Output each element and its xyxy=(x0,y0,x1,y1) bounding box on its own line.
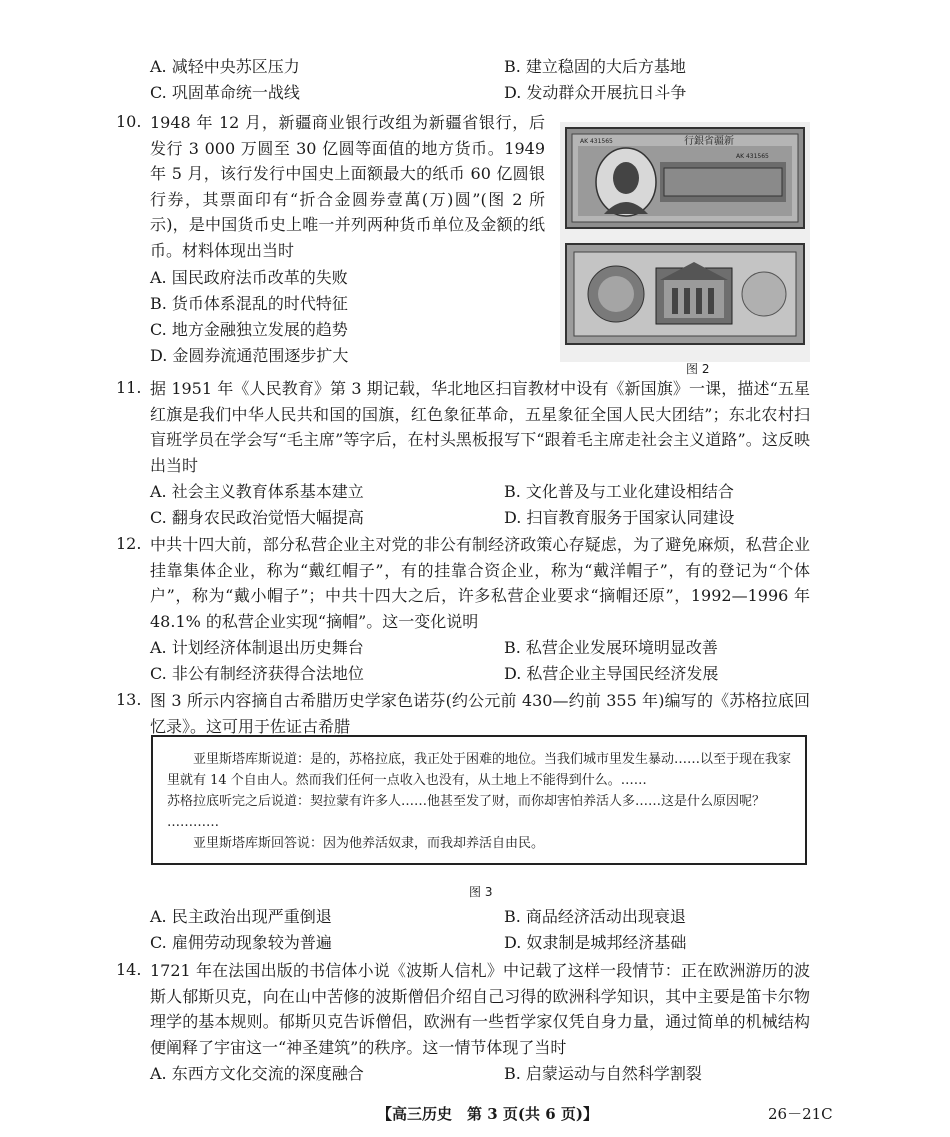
quote-socrates: 苏格拉底听完之后说道：契拉蒙有许多人……他甚至发了财，而你却害怕养活人多……这是什么原因呢？ xyxy=(167,794,766,809)
figure-2-label: 图 2 xyxy=(686,362,710,376)
banknote-serial-right: AK 431565 xyxy=(736,153,769,160)
q10-option-c: C. 地方金融独立发展的趋势 xyxy=(150,320,348,339)
quote-aristarchus: 亚里斯塔库斯说道：是的，苏格拉底，我正处于困难的地位。当我们城市里发生暴动……以至于现在我家里就有 14 个自由人。然而我们任何一点收入也没有，从土地上不能得到什么。…… xyxy=(167,752,792,788)
q12-stem: 中共十四大前，部分私营企业主对党的非公有制经济政策心存疑虑，为了避免麻烦，私营企业挂靠集体企业，称为“戴红帽子”，有的挂靠合资企业，称为“戴洋帽子”，有的登记为“个体户”，称为“戴小帽子”；中共十四大之后，许多私营企业要求“摘帽还原”，1992—1996 年 48.1% 的私营企业实现“摘帽”。这一变化说明 xyxy=(150,535,810,631)
q13-option-b: B. 商品经济活动出现衰退 xyxy=(504,907,686,926)
q10-option-a: A. 国民政府法币改革的失败 xyxy=(150,268,348,287)
banknote-back xyxy=(566,244,804,344)
q11-number: 11. xyxy=(116,378,142,397)
q14-option-a: A. 东西方文化交流的深度融合 xyxy=(150,1064,364,1083)
q11-stem: 据 1951 年《人民教育》第 3 期记载，华北地区扫盲教材中设有《新国旗》一课，描述“五星红旗是我们中华人民共和国的国旗，红色象征革命，五星象征全国人民大团结”；东北农村扫盲班学员在学会写“毛主席”等字后，在村头黑板报写下“跟着毛主席走社会主义道路”。这反映出当时 xyxy=(150,379,810,475)
q9-option-c: C. 巩固革命统一战线 xyxy=(150,83,300,102)
q11-option-d: D. 扫盲教育服务于国家认同建设 xyxy=(504,508,735,527)
q9-option-b: B. 建立稳固的大后方基地 xyxy=(504,57,686,76)
banknote-front xyxy=(566,128,804,228)
figure-3-quote-box xyxy=(151,735,807,865)
q13-option-a: A. 民主政治出现严重倒退 xyxy=(150,907,332,926)
q10-option-d: D. 金圆券流通范围逐步扩大 xyxy=(150,346,349,365)
q13-stem: 图 3 所示内容摘自古希腊历史学家色诺芬(约公元前 430—约前 355 年)编写的《苏格拉底回忆录》。这可用于佐证古希腊 xyxy=(150,691,810,736)
q10-stem: 1948 年 12 月，新疆商业银行改组为新疆省银行，后发行 3 000 万圆至 30 亿圆等面值的地方货币。1949 年 5 月，该行发行中国史上面额最大的纸币 60 亿圆银行券，其票面印有“折合金圆券壹萬(万)圆”(图 2 所示)，是中国货币史上唯一并列两种货币单位及金额的纸币。材料体现出当时 xyxy=(150,113,545,260)
quote-ellipsis: ………… xyxy=(167,815,219,830)
q10-option-b: B. 货币体系混乱的时代特征 xyxy=(150,294,348,313)
q10-number: 10. xyxy=(116,112,142,131)
paper-code: 26－21C xyxy=(768,1105,833,1123)
figure-2-banknotes xyxy=(560,122,810,362)
banknote-serial-left: AK 431565 xyxy=(580,138,613,145)
q12-option-c: C. 非公有制经济获得合法地位 xyxy=(150,664,364,683)
q13-option-c: C. 雇佣劳动现象较为普遍 xyxy=(150,933,332,952)
q14-stem: 1721 年在法国出版的书信体小说《波斯人信札》中记载了这样一段情节：正在欧洲游历的波斯人郁斯贝克，向在山中苦修的波斯僧侣介绍自己习得的欧洲科学知识，其中主要是笛卡尔物理学的基本规则。郁斯贝克告诉僧侣，欧洲有一些哲学家仅凭自身力量，通过简单的机械结构便阐释了宇宙这一“神圣建筑”的秩序。这一情节体现了当时 xyxy=(150,961,810,1057)
q14-option-b: B. 启蒙运动与自然科学割裂 xyxy=(504,1064,702,1083)
q11-option-b: B. 文化普及与工业化建设相结合 xyxy=(504,482,734,501)
figure-3-label: 图 3 xyxy=(469,885,493,899)
q12-number: 12. xyxy=(116,534,142,553)
q11-option-a: A. 社会主义教育体系基本建立 xyxy=(150,482,364,501)
q9-option-d: D. 发动群众开展抗日斗争 xyxy=(504,83,687,102)
q12-option-b: B. 私营企业发展环境明显改善 xyxy=(504,638,718,657)
q9-option-a: A. 减轻中央苏区压力 xyxy=(150,57,300,76)
q13-number: 13. xyxy=(116,690,142,709)
q14-number: 14. xyxy=(116,960,142,979)
page-footer: 【高三历史 第 3 页(共 6 页)】 xyxy=(377,1105,598,1123)
q12-option-a: A. 计划经济体制退出历史舞台 xyxy=(150,638,364,657)
q13-option-d: D. 奴隶制是城邦经济基础 xyxy=(504,933,687,952)
portrait-head xyxy=(613,162,639,194)
q11-option-c: C. 翻身农民政治觉悟大幅提高 xyxy=(150,508,364,527)
quote-aristarchus-reply: 亚里斯塔库斯回答说：因为他养活奴隶，而我却养活自由民。 xyxy=(193,836,545,851)
banknote-title: 行銀省疆新 xyxy=(684,136,734,147)
q12-option-d: D. 私营企业主导国民经济发展 xyxy=(504,664,719,683)
